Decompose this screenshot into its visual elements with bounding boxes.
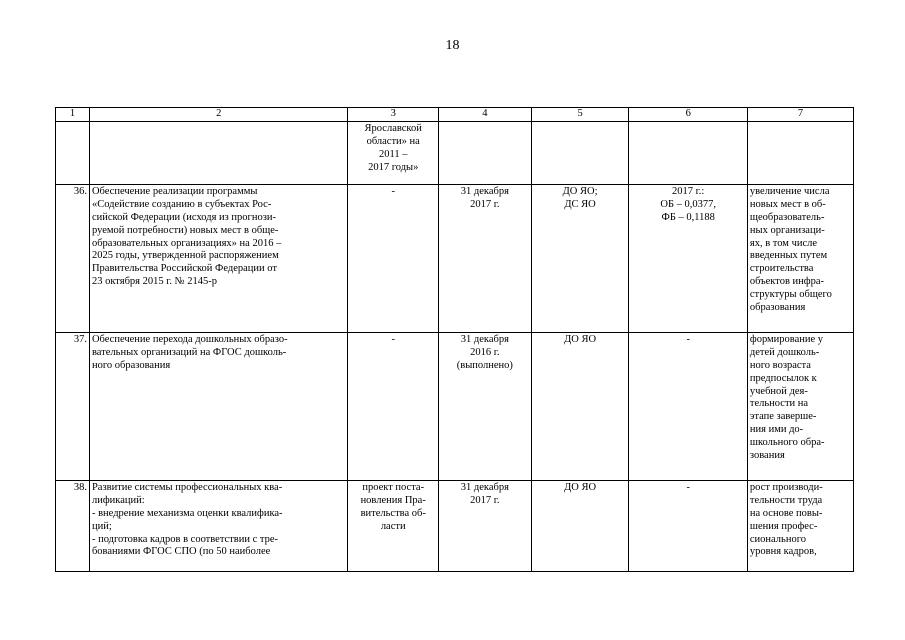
cell-line: уровня кадров,: [749, 546, 817, 558]
measure-cell: [89, 332, 347, 480]
cell-line: Развитие системы профессиональных ква-: [91, 481, 283, 493]
funding-cell: [629, 332, 747, 480]
cell-line: ДО ЯО: [564, 333, 597, 345]
column-number-1: 1: [56, 108, 90, 122]
cell-line: формирование у: [749, 333, 824, 345]
cell-line: Ярославской: [364, 122, 422, 134]
result-cell: [747, 480, 853, 571]
cell-line: 23 октября 2015 г. № 2145-р: [91, 276, 218, 288]
cell-line: ДС ЯО: [564, 198, 596, 210]
cell-line: -: [391, 185, 395, 197]
cell-line: щеобразователь-: [749, 211, 825, 223]
cell-line: школьного обра-: [749, 437, 825, 449]
cell-line: новления Пра-: [360, 494, 426, 506]
row-number-cell: [56, 480, 90, 571]
column-number-5: 5: [531, 108, 629, 122]
cell-line: ДО ЯО: [564, 481, 597, 493]
column-number-6: 6: [629, 108, 747, 122]
cell-line: 2017 г.: [470, 198, 500, 210]
cell-line: этапе заверше-: [749, 411, 817, 423]
table-row: [56, 184, 854, 332]
column-number-3: 3: [348, 108, 439, 122]
cell-line: тельности труда: [749, 494, 823, 506]
cell-line: 2017 г.:: [672, 185, 705, 197]
cell-line: «Содействие созданию в субъектах Рос-: [91, 198, 272, 210]
cell-line: 2017 г.: [470, 494, 500, 506]
cell-line: ях, в том числе: [749, 237, 818, 249]
cell-line: лификаций:: [91, 494, 145, 506]
cell-line: вительства об-: [360, 507, 426, 519]
cell-line: проект поста-: [362, 481, 425, 493]
cell-line: -: [391, 333, 395, 345]
cell-line: 31 декабря: [460, 481, 509, 493]
cell-line: ФБ – 0,1188: [661, 211, 715, 223]
cell-line: -: [686, 333, 690, 345]
row-number: 38.: [73, 481, 87, 493]
cell-line: ласти: [380, 520, 406, 532]
deadline-cell: [439, 332, 532, 480]
measures-table: [55, 107, 854, 572]
cell-line: объектов инфра-: [749, 276, 825, 288]
cell-line: 31 декабря: [460, 185, 509, 197]
column-number-2: 2: [89, 108, 347, 122]
executor-cell: [531, 184, 629, 332]
cell-line: ных организаци-: [749, 224, 825, 236]
cell-line: ного возраста: [749, 359, 811, 371]
cell-line: области» на: [366, 135, 420, 147]
cell-line: ций;: [91, 520, 112, 532]
cell-line: зования: [749, 450, 785, 462]
cell-line: 2016 г.: [470, 346, 500, 358]
cell-line: детей дошколь-: [749, 346, 820, 358]
cell-line: учебной дея-: [749, 385, 808, 397]
measure-cell: [89, 480, 347, 571]
cell-line: тельности на: [749, 398, 809, 410]
column-number-4: 4: [439, 108, 532, 122]
continuation-executor-cell: [531, 121, 629, 184]
executor-cell: [531, 332, 629, 480]
continuation-funding-cell: [629, 121, 747, 184]
document-cell: [348, 480, 439, 571]
cell-line: Обеспечение перехода дошкольных образо-: [91, 333, 288, 345]
table-row: [56, 332, 854, 480]
cell-line: шения профес-: [749, 520, 818, 532]
cell-line: 2025 годы, утвержденной распоряжением: [91, 250, 279, 262]
cell-line: структуры общего: [749, 289, 832, 301]
cell-line: ДО ЯО;: [562, 185, 598, 197]
row-number: 36.: [73, 185, 87, 197]
cell-line: строительства: [749, 263, 814, 275]
continuation-num-cell: [56, 121, 90, 184]
page-number: 18: [445, 38, 460, 53]
cell-line: новых мест в об-: [749, 198, 826, 210]
cell-line: увеличение числа: [749, 185, 830, 197]
document-cell: [348, 184, 439, 332]
document-cell: [348, 332, 439, 480]
continuation-measure-cell: [89, 121, 347, 184]
row-number-cell: [56, 184, 90, 332]
cell-line: сионального: [749, 533, 806, 545]
cell-line: предпосылок к: [749, 372, 817, 384]
cell-line: 2017 годы»: [368, 161, 419, 173]
cell-line: образовательных организациях» на 2016 –: [91, 237, 282, 249]
cell-line: образования: [749, 302, 806, 314]
table-row: [56, 480, 854, 571]
cell-line: 2011 –: [378, 148, 408, 160]
cell-line: Правительства Российской Федерации от: [91, 263, 277, 275]
continuation-document-cell: [348, 121, 439, 184]
continuation-result-cell: [747, 121, 853, 184]
table-header-row: [56, 108, 854, 122]
column-number-7: 7: [747, 108, 853, 122]
cell-line: Обеспечение реализации программы: [91, 185, 258, 197]
continuation-deadline-cell: [439, 121, 532, 184]
cell-line: бованиями ФГОС СПО (по 50 наиболее: [91, 546, 271, 558]
cell-line: введенных путем: [749, 250, 828, 262]
measure-cell: [89, 184, 347, 332]
cell-line: ного образования: [91, 359, 171, 371]
row-number-cell: [56, 332, 90, 480]
row-number: 37.: [73, 333, 87, 345]
cell-line: - подготовка кадров в соответствии с тре-: [91, 533, 279, 545]
result-cell: [747, 332, 853, 480]
cell-line: ОБ – 0,0377,: [660, 198, 716, 210]
cell-line: - внедрение механизма оценки квалифика-: [91, 507, 283, 519]
deadline-cell: [439, 184, 532, 332]
cell-line: руемой потребности) новых мест в обще-: [91, 224, 279, 236]
executor-cell: [531, 480, 629, 571]
cell-line: рост производи-: [749, 481, 823, 493]
cell-line: (выполнено): [456, 359, 513, 371]
funding-cell: [629, 184, 747, 332]
continuation-row: [56, 121, 854, 184]
cell-line: вательных организаций на ФГОС дошколь-: [91, 346, 287, 358]
cell-line: -: [686, 481, 690, 493]
funding-cell: [629, 480, 747, 571]
cell-line: 31 декабря: [460, 333, 509, 345]
cell-line: на основе повы-: [749, 507, 823, 519]
result-cell: [747, 184, 853, 332]
cell-line: сийской Федерации (исходя из прогнози-: [91, 211, 276, 223]
deadline-cell: [439, 480, 532, 571]
cell-line: ния ими до-: [749, 424, 804, 436]
